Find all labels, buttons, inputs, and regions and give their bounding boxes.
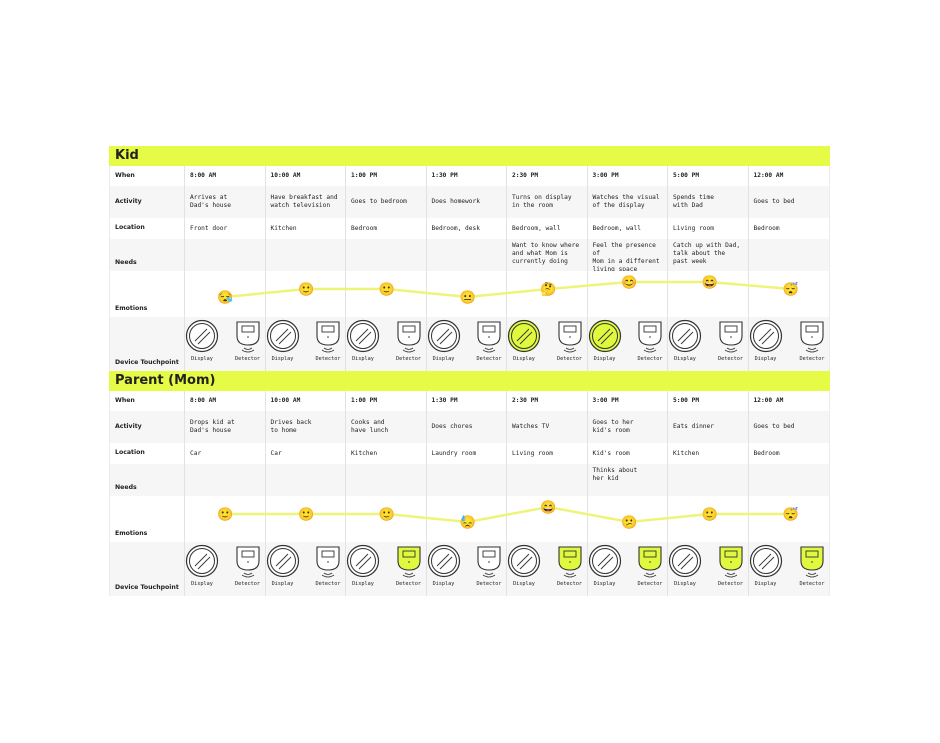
location-cell: Bedroom, desk <box>427 218 508 239</box>
when-cell: 8:00 AM <box>185 391 266 411</box>
detector-device-icon <box>474 319 504 353</box>
emotion-face-icon: 😕 <box>621 515 638 531</box>
emotion-face-icon: 🤔 <box>540 282 557 298</box>
device-cell <box>668 542 749 596</box>
detector-device <box>633 544 667 588</box>
activity-cell: Turns on display in the room <box>507 186 588 218</box>
detector-label: Detector <box>799 581 825 587</box>
detector-label: Detector <box>315 581 341 587</box>
detector-device <box>392 544 426 588</box>
when-cell: 1:00 PM <box>346 166 427 186</box>
emotions-row-label: Emotions <box>110 496 185 542</box>
display-device <box>668 544 702 588</box>
needs-cell <box>749 464 830 496</box>
emotion-face-icon: 🙂 <box>298 282 315 298</box>
display-device <box>749 319 783 363</box>
detector-label: Detector <box>396 356 421 362</box>
device-touchpoint-row <box>109 317 830 371</box>
display-label: Display <box>593 581 616 587</box>
needs-cell <box>507 464 588 496</box>
section-title: Kid <box>109 146 830 166</box>
display-label: Display <box>191 356 213 362</box>
detector-device-icon <box>313 319 343 353</box>
detector-device <box>633 319 667 363</box>
emotion-cell <box>668 271 749 317</box>
display-device <box>749 544 783 588</box>
activity-cell: Does chores <box>427 411 508 443</box>
detector-label: Detector <box>235 581 260 587</box>
detector-device-icon <box>716 544 746 578</box>
needs-cell <box>266 464 347 496</box>
location-cell: Kid's room <box>588 443 669 464</box>
needs-cell <box>668 464 749 496</box>
emotion-face-icon: 😄 <box>701 275 718 291</box>
activity-cell: Does homework <box>427 186 508 218</box>
when-cell: 10:00 AM <box>266 391 347 411</box>
display-device-icon <box>507 544 541 578</box>
location-cell: Bedroom, wall <box>588 218 669 239</box>
display-device-icon <box>588 319 622 353</box>
section-title: Parent (Mom) <box>109 371 830 391</box>
device-cell <box>346 542 427 596</box>
device-row-label: Device Touchpoint <box>110 542 185 596</box>
display-device-icon <box>185 544 219 578</box>
when-cell: 1:00 PM <box>346 391 427 411</box>
emotion-cell <box>749 271 830 317</box>
activity-cell: Watches the visual of the display <box>588 186 669 218</box>
location-row <box>109 443 830 464</box>
display-label: Display <box>754 581 777 587</box>
activity-cell: Arrives at Dad's house <box>185 186 266 218</box>
detector-device-icon <box>394 544 424 578</box>
activity-cell: Eats dinner <box>668 411 749 443</box>
device-touchpoint-row <box>109 542 830 596</box>
detector-device-icon <box>313 544 343 578</box>
location-cell: Bedroom <box>749 218 830 239</box>
device-cell <box>749 317 830 371</box>
activity-cell: Watches TV <box>507 411 588 443</box>
device-cell <box>427 542 508 596</box>
display-device <box>588 544 622 588</box>
emotion-face-icon: 🙂 <box>378 507 395 523</box>
when-cell: 5:00 PM <box>668 391 749 411</box>
detector-device <box>795 544 829 588</box>
display-device-icon <box>749 319 783 353</box>
detector-device-icon <box>635 544 665 578</box>
emotion-face-icon: 😴 <box>782 282 799 298</box>
needs-row <box>109 464 830 496</box>
display-label: Display <box>754 356 777 362</box>
display-device-icon <box>668 544 702 578</box>
needs-cell <box>266 239 347 271</box>
activity-cell: Goes to bed <box>749 411 830 443</box>
display-device-icon <box>507 319 541 353</box>
detector-device-icon <box>797 319 827 353</box>
display-device <box>185 544 219 588</box>
display-label: Display <box>191 581 213 587</box>
activity-cell: Goes to bedroom <box>346 186 427 218</box>
device-cell <box>588 317 669 371</box>
location-cell: Car <box>266 443 347 464</box>
location-cell: Bedroom <box>346 218 427 239</box>
emotion-cell <box>266 496 347 542</box>
emotion-face-icon: 😄 <box>540 500 557 516</box>
emotion-cell <box>507 496 588 542</box>
emotion-face-icon: 🙂 <box>378 282 395 298</box>
activity-cell: Spends time with Dad <box>668 186 749 218</box>
display-device-icon <box>668 319 702 353</box>
detector-device <box>392 319 426 363</box>
emotion-face-icon: 😓 <box>459 515 476 531</box>
emotion-cell <box>427 496 508 542</box>
activity-cell: Drops kid at Dad's house <box>185 411 266 443</box>
display-device-icon <box>346 544 380 578</box>
detector-label: Detector <box>396 581 421 587</box>
location-cell: Kitchen <box>668 443 749 464</box>
needs-cell: Feel the presence of Mom in a different living space <box>588 239 669 271</box>
detector-device-icon <box>716 319 746 353</box>
detector-device-icon <box>233 544 263 578</box>
emotion-cell <box>185 271 266 317</box>
emotion-face-icon: 🙂 <box>298 507 315 523</box>
location-row-label: Location <box>110 218 185 239</box>
emotion-cell <box>588 271 669 317</box>
display-device <box>266 319 300 363</box>
display-label: Display <box>432 581 455 587</box>
needs-cell <box>185 239 266 271</box>
detector-device <box>472 319 506 363</box>
emotion-face-icon: 😪 <box>217 290 234 306</box>
display-device-icon <box>749 544 783 578</box>
emotions-row <box>109 496 830 542</box>
display-device-icon <box>346 319 380 353</box>
activity-row <box>109 411 830 443</box>
location-cell: Kitchen <box>346 443 427 464</box>
location-row <box>109 218 830 239</box>
display-device-icon <box>427 319 461 353</box>
location-cell: Bedroom, wall <box>507 218 588 239</box>
display-label: Display <box>674 581 696 587</box>
needs-row-label: Needs <box>110 464 185 496</box>
emotion-cell <box>346 496 427 542</box>
device-cell <box>507 317 588 371</box>
detector-device <box>714 544 748 588</box>
device-cell <box>185 317 266 371</box>
detector-device <box>231 544 265 588</box>
detector-label: Detector <box>718 581 743 587</box>
needs-row-label: Needs <box>110 239 185 271</box>
emotions-row-label: Emotions <box>110 271 185 317</box>
display-device-icon <box>266 544 300 578</box>
device-cell <box>266 542 347 596</box>
location-cell: Living room <box>668 218 749 239</box>
detector-device-icon <box>555 544 585 578</box>
location-cell: Laundry room <box>427 443 508 464</box>
display-device <box>668 319 702 363</box>
display-device <box>346 544 380 588</box>
display-label: Display <box>593 356 616 362</box>
detector-device-icon <box>233 319 263 353</box>
detector-device-icon <box>555 319 585 353</box>
needs-cell <box>346 464 427 496</box>
location-cell: Living room <box>507 443 588 464</box>
device-cell <box>185 542 266 596</box>
when-cell: 8:00 AM <box>185 166 266 186</box>
detector-device <box>472 544 506 588</box>
device-row-label: Device Touchpoint <box>110 317 185 371</box>
when-cell: 12:00 AM <box>749 391 830 411</box>
detector-device <box>714 319 748 363</box>
display-device <box>427 544 461 588</box>
display-device-icon <box>427 544 461 578</box>
when-row-label: When <box>110 166 185 186</box>
emotion-cell <box>749 496 830 542</box>
when-cell: 2:30 PM <box>507 166 588 186</box>
detector-label: Detector <box>476 356 502 362</box>
emotions-row <box>109 271 830 317</box>
display-label: Display <box>432 356 455 362</box>
when-cell: 2:30 PM <box>507 391 588 411</box>
detector-label: Detector <box>557 356 582 362</box>
display-device <box>185 319 219 363</box>
emotion-face-icon: 😊 <box>621 275 638 291</box>
location-cell: Front door <box>185 218 266 239</box>
detector-device-icon <box>474 544 504 578</box>
when-cell: 10:00 AM <box>266 166 347 186</box>
detector-device-icon <box>635 319 665 353</box>
display-device <box>507 544 541 588</box>
device-cell <box>507 542 588 596</box>
detector-device-icon <box>394 319 424 353</box>
display-device-icon <box>266 319 300 353</box>
detector-device <box>311 544 345 588</box>
display-label: Display <box>271 581 294 587</box>
needs-cell: Thinks about her kid <box>588 464 669 496</box>
detector-label: Detector <box>637 356 663 362</box>
location-cell: Bedroom <box>749 443 830 464</box>
display-device <box>346 319 380 363</box>
activity-row-label: Activity <box>110 411 185 443</box>
needs-row <box>109 239 830 271</box>
device-cell <box>668 317 749 371</box>
display-device-icon <box>588 544 622 578</box>
when-row <box>109 166 830 186</box>
emotion-face-icon: 😐 <box>459 290 476 306</box>
emotion-cell <box>346 271 427 317</box>
detector-label: Detector <box>235 356 260 362</box>
when-cell: 1:30 PM <box>427 391 508 411</box>
detector-label: Detector <box>557 581 582 587</box>
when-cell: 3:00 PM <box>588 391 669 411</box>
emotion-cell <box>266 271 347 317</box>
activity-cell: Goes to bed <box>749 186 830 218</box>
location-cell: Car <box>185 443 266 464</box>
detector-device <box>231 319 265 363</box>
detector-device <box>795 319 829 363</box>
needs-cell <box>185 464 266 496</box>
needs-cell <box>427 239 508 271</box>
emotion-face-icon: 😴 <box>782 507 799 523</box>
display-label: Display <box>513 356 535 362</box>
display-device <box>266 544 300 588</box>
journey-map <box>109 146 830 596</box>
device-cell <box>266 317 347 371</box>
detector-device <box>553 319 587 363</box>
emotion-cell <box>507 271 588 317</box>
detector-label: Detector <box>476 581 502 587</box>
activity-cell: Have breakfast and watch television <box>266 186 347 218</box>
emotion-face-icon: 🙂 <box>217 507 234 523</box>
device-cell <box>346 317 427 371</box>
when-row-label: When <box>110 391 185 411</box>
when-cell: 3:00 PM <box>588 166 669 186</box>
detector-device <box>311 319 345 363</box>
when-cell: 5:00 PM <box>668 166 749 186</box>
display-label: Display <box>352 581 374 587</box>
activity-cell: Goes to her kid's room <box>588 411 669 443</box>
emotion-cell <box>668 496 749 542</box>
activity-cell: Cooks and have lunch <box>346 411 427 443</box>
emotion-face-icon: 🙂 <box>701 507 718 523</box>
display-label: Display <box>674 356 696 362</box>
location-row-label: Location <box>110 443 185 464</box>
detector-label: Detector <box>315 356 341 362</box>
detector-label: Detector <box>718 356 743 362</box>
activity-row <box>109 186 830 218</box>
when-cell: 12:00 AM <box>749 166 830 186</box>
needs-cell: Want to know where and what Mom is currently doing <box>507 239 588 271</box>
device-cell <box>427 317 508 371</box>
detector-label: Detector <box>637 581 663 587</box>
detector-label: Detector <box>799 356 825 362</box>
needs-cell <box>346 239 427 271</box>
emotion-cell <box>185 496 266 542</box>
device-cell <box>588 542 669 596</box>
display-label: Display <box>352 356 374 362</box>
device-cell <box>749 542 830 596</box>
when-cell: 1:30 PM <box>427 166 508 186</box>
display-label: Display <box>271 356 294 362</box>
display-device <box>507 319 541 363</box>
display-device <box>588 319 622 363</box>
location-cell: Kitchen <box>266 218 347 239</box>
activity-cell: Drives back to home <box>266 411 347 443</box>
needs-cell: Catch up with Dad, talk about the past week <box>668 239 749 271</box>
emotion-cell <box>588 496 669 542</box>
emotion-cell <box>427 271 508 317</box>
display-device-icon <box>185 319 219 353</box>
display-device <box>427 319 461 363</box>
detector-device <box>553 544 587 588</box>
display-label: Display <box>513 581 535 587</box>
when-row <box>109 391 830 411</box>
needs-cell <box>749 239 830 271</box>
detector-device-icon <box>797 544 827 578</box>
needs-cell <box>427 464 508 496</box>
activity-row-label: Activity <box>110 186 185 218</box>
